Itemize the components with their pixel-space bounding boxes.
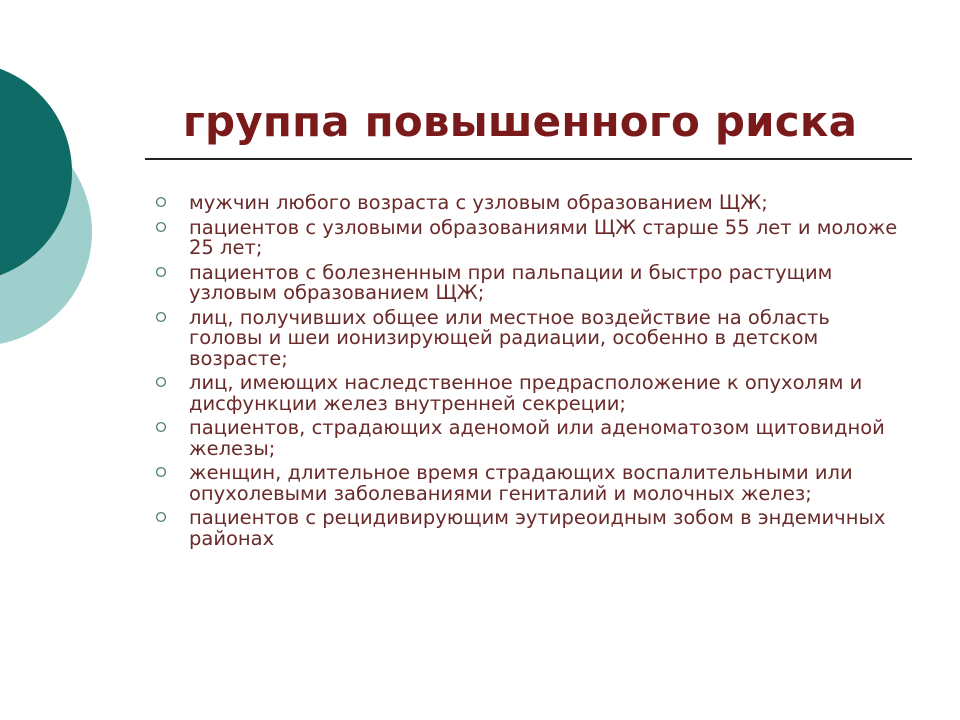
- hollow-circle-bullet-icon: [155, 376, 167, 388]
- list-item-text: пациентов с рецидивирующим эутиреоидным зобом в эндемичных районах: [189, 506, 886, 550]
- list-item: [155, 305, 900, 370]
- list-item-text: лиц, получивших общее или местное воздействие на область головы и шеи ионизирующей радиации, особенно в детском возрасте;: [189, 305, 830, 370]
- hollow-circle-bullet-icon: [155, 266, 167, 278]
- list-item-text: женщин, длительное время страдающих воспалительными или опухолевыми заболеваниями гениталий и молочных желез;: [189, 461, 853, 505]
- list-item: [155, 508, 900, 549]
- hollow-circle-bullet-icon: [155, 466, 167, 478]
- title-divider: [145, 158, 912, 160]
- list-item: [155, 193, 900, 214]
- hollow-circle-bullet-icon: [155, 421, 167, 433]
- list-item-text: мужчин любого возраста с узловым образованием ЩЖ;: [189, 191, 768, 214]
- list-item-text: пациентов с болезненным при пальпации и быстро растущим узловым образованием ЩЖ;: [189, 260, 833, 304]
- slide-title: группа повышенного риска: [182, 97, 858, 146]
- hollow-circle-bullet-icon: [155, 511, 167, 523]
- list-item-text: пациентов, страдающих аденомой или аденоматозом щитовидной железы;: [189, 416, 885, 460]
- hollow-circle-bullet-icon: [155, 196, 167, 208]
- list-item: [155, 260, 900, 304]
- decorative-circles: [0, 0, 120, 400]
- hollow-circle-bullet-icon: [155, 311, 167, 323]
- bullet-list: [155, 193, 900, 553]
- hollow-circle-bullet-icon: [155, 221, 167, 233]
- list-item-text: пациентов с узловыми образованиями ЩЖ старше 55 лет и моложе 25 лет;: [189, 215, 898, 259]
- list-item: [155, 215, 900, 259]
- list-item: [155, 418, 900, 459]
- list-item-text: лиц, имеющих наследственное предрасположение к опухолям и дисфункции желез внутренней секреции;: [189, 371, 863, 415]
- list-item: [155, 373, 900, 414]
- list-item: [155, 463, 900, 504]
